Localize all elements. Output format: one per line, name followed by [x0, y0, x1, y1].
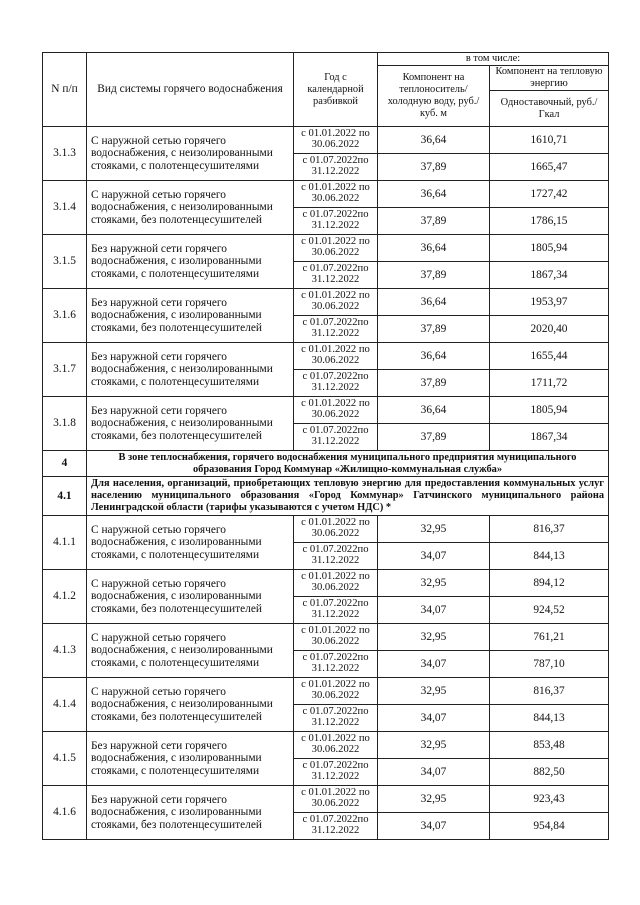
subsection-row [43, 477, 609, 516]
energy-value: 761,21 [490, 624, 609, 651]
carrier-value: 32,95 [378, 786, 490, 813]
energy-value: 2020,40 [490, 316, 609, 343]
period-second-half: с 01.07.2022по 31.12.2022 [294, 424, 378, 451]
tariff-table-body [43, 53, 609, 840]
row-number: 3.1.6 [43, 289, 87, 343]
carrier-value: 37,89 [378, 154, 490, 181]
period-second-half: с 01.07.2022по 31.12.2022 [294, 208, 378, 235]
row-number: 4.1.2 [43, 570, 87, 624]
period-first-half: с 01.01.2022 по 30.06.2022 [294, 678, 378, 705]
carrier-value: 36,64 [378, 343, 490, 370]
carrier-value: 36,64 [378, 127, 490, 154]
energy-value: 1786,15 [490, 208, 609, 235]
period-first-half: с 01.01.2022 по 30.06.2022 [294, 570, 378, 597]
period-second-half: с 01.07.2022по 31.12.2022 [294, 759, 378, 786]
period-first-half: с 01.01.2022 по 30.06.2022 [294, 181, 378, 208]
energy-value: 853,48 [490, 732, 609, 759]
system-type: Без наружной сети горячего водоснабжения, с неизолированными стояками, с полотенцесушителями [87, 343, 294, 397]
carrier-value: 34,07 [378, 759, 490, 786]
system-type: С наружной сетью горячего водоснабжения, с неизолированными стояками, с полотенцесушителями [87, 127, 294, 181]
row-number: 4.1.1 [43, 516, 87, 570]
table-row [43, 516, 609, 543]
period-first-half: с 01.01.2022 по 30.06.2022 [294, 127, 378, 154]
system-type: Без наружной сети горячего водоснабжения, с изолированными стояками, без полотенцесушителей [87, 786, 294, 840]
row-number: 4.1.6 [43, 786, 87, 840]
subsection-title: Для населения, организаций, приобретающих тепловую энергию для предоставления коммунальных услуг населению муниципального образования «Город Коммунар» Гатчинского муниципального района Ленинградской области (тарифы указываются с учетом НДС) * [87, 477, 609, 516]
energy-value: 1727,42 [490, 181, 609, 208]
carrier-value: 36,64 [378, 181, 490, 208]
table-row [43, 624, 609, 651]
system-type: Без наружной сети горячего водоснабжения, с изолированными стояками, с полотенцесушителями [87, 732, 294, 786]
energy-value: 816,37 [490, 678, 609, 705]
energy-value: 924,52 [490, 597, 609, 624]
energy-value: 1867,34 [490, 424, 609, 451]
carrier-value: 37,89 [378, 424, 490, 451]
carrier-value: 34,07 [378, 651, 490, 678]
period-second-half: с 01.07.2022по 31.12.2022 [294, 262, 378, 289]
carrier-value: 37,89 [378, 262, 490, 289]
table-row [43, 786, 609, 813]
table-row [43, 678, 609, 705]
carrier-value: 36,64 [378, 289, 490, 316]
header-system: Вид системы горячего водоснабжения [87, 53, 294, 127]
carrier-value: 36,64 [378, 235, 490, 262]
carrier-value: 37,89 [378, 208, 490, 235]
header-energy-sub: Одноставочный, руб./Гкал [490, 91, 609, 127]
carrier-value: 34,07 [378, 705, 490, 732]
system-type: Без наружной сети горячего водоснабжения, с неизолированными стояками, без полотенцесушителей [87, 397, 294, 451]
header-including: в том числе: [378, 53, 609, 66]
energy-value: 1665,47 [490, 154, 609, 181]
system-type: С наружной сетью горячего водоснабжения, с неизолированными стояками, без полотенцесушителей [87, 678, 294, 732]
system-type: С наружной сетью горячего водоснабжения, с неизолированными стояками, с полотенцесушителями [87, 624, 294, 678]
tariff-table [42, 52, 609, 840]
table-row [43, 397, 609, 424]
period-first-half: с 01.01.2022 по 30.06.2022 [294, 732, 378, 759]
energy-value: 816,37 [490, 516, 609, 543]
energy-value: 844,13 [490, 705, 609, 732]
header-number: N п/п [43, 53, 87, 127]
table-row [43, 732, 609, 759]
period-second-half: с 01.07.2022по 31.12.2022 [294, 597, 378, 624]
table-row [43, 570, 609, 597]
carrier-value: 32,95 [378, 732, 490, 759]
carrier-value: 34,07 [378, 543, 490, 570]
period-second-half: с 01.07.2022по 31.12.2022 [294, 813, 378, 840]
period-first-half: с 01.01.2022 по 30.06.2022 [294, 516, 378, 543]
energy-value: 1655,44 [490, 343, 609, 370]
carrier-value: 37,89 [378, 316, 490, 343]
header-row-1 [43, 53, 609, 66]
table-row [43, 235, 609, 262]
header-year: Год с календарной разбивкой [294, 53, 378, 127]
energy-value: 1805,94 [490, 235, 609, 262]
carrier-value: 32,95 [378, 516, 490, 543]
row-number: 3.1.3 [43, 127, 87, 181]
energy-value: 787,10 [490, 651, 609, 678]
tariff-page [42, 52, 608, 840]
subsection-number: 4.1 [43, 477, 87, 516]
period-first-half: с 01.01.2022 по 30.06.2022 [294, 343, 378, 370]
period-first-half: с 01.01.2022 по 30.06.2022 [294, 289, 378, 316]
period-second-half: с 01.07.2022по 31.12.2022 [294, 705, 378, 732]
carrier-value: 32,95 [378, 678, 490, 705]
period-first-half: с 01.01.2022 по 30.06.2022 [294, 624, 378, 651]
table-row [43, 127, 609, 154]
energy-value: 1953,97 [490, 289, 609, 316]
section-number: 4 [43, 451, 87, 477]
energy-value: 844,13 [490, 543, 609, 570]
table-row [43, 343, 609, 370]
carrier-value: 37,89 [378, 370, 490, 397]
period-second-half: с 01.07.2022по 31.12.2022 [294, 543, 378, 570]
section-row [43, 451, 609, 477]
period-first-half: с 01.01.2022 по 30.06.2022 [294, 235, 378, 262]
system-type: С наружной сетью горячего водоснабжения, с изолированными стояками, без полотенцесушителей [87, 570, 294, 624]
carrier-value: 32,95 [378, 570, 490, 597]
carrier-value: 34,07 [378, 597, 490, 624]
carrier-value: 32,95 [378, 624, 490, 651]
energy-value: 894,12 [490, 570, 609, 597]
row-number: 4.1.3 [43, 624, 87, 678]
table-row [43, 289, 609, 316]
row-number: 3.1.4 [43, 181, 87, 235]
energy-value: 954,84 [490, 813, 609, 840]
energy-value: 1711,72 [490, 370, 609, 397]
energy-value: 1805,94 [490, 397, 609, 424]
system-type: С наружной сетью горячего водоснабжения, с изолированными стояками, с полотенцесушителями [87, 516, 294, 570]
system-type: С наружной сетью горячего водоснабжения, с неизолированными стояками, без полотенцесушителей [87, 181, 294, 235]
carrier-value: 36,64 [378, 397, 490, 424]
energy-value: 1867,34 [490, 262, 609, 289]
table-row [43, 181, 609, 208]
header-carrier: Компонент на теплоноситель/ холодную воду, руб./куб. м [378, 66, 490, 127]
energy-value: 923,43 [490, 786, 609, 813]
section-title: В зоне теплоснабжения, горячего водоснабжения муниципального предприятия муниципального образования Город Коммунар «Жилищно-коммунальная служба» [87, 451, 609, 477]
period-second-half: с 01.07.2022по 31.12.2022 [294, 651, 378, 678]
header-energy: Компонент на тепловую энергию [490, 66, 609, 91]
system-type: Без наружной сети горячего водоснабжения, с изолированными стояками, с полотенцесушителями [87, 235, 294, 289]
row-number: 4.1.5 [43, 732, 87, 786]
period-first-half: с 01.01.2022 по 30.06.2022 [294, 786, 378, 813]
energy-value: 1610,71 [490, 127, 609, 154]
row-number: 3.1.7 [43, 343, 87, 397]
energy-value: 882,50 [490, 759, 609, 786]
period-second-half: с 01.07.2022по 31.12.2022 [294, 154, 378, 181]
period-second-half: с 01.07.2022по 31.12.2022 [294, 370, 378, 397]
carrier-value: 34,07 [378, 813, 490, 840]
row-number: 3.1.5 [43, 235, 87, 289]
period-first-half: с 01.01.2022 по 30.06.2022 [294, 397, 378, 424]
row-number: 4.1.4 [43, 678, 87, 732]
system-type: Без наружной сети горячего водоснабжения, с изолированными стояками, без полотенцесушителей [87, 289, 294, 343]
period-second-half: с 01.07.2022по 31.12.2022 [294, 316, 378, 343]
row-number: 3.1.8 [43, 397, 87, 451]
